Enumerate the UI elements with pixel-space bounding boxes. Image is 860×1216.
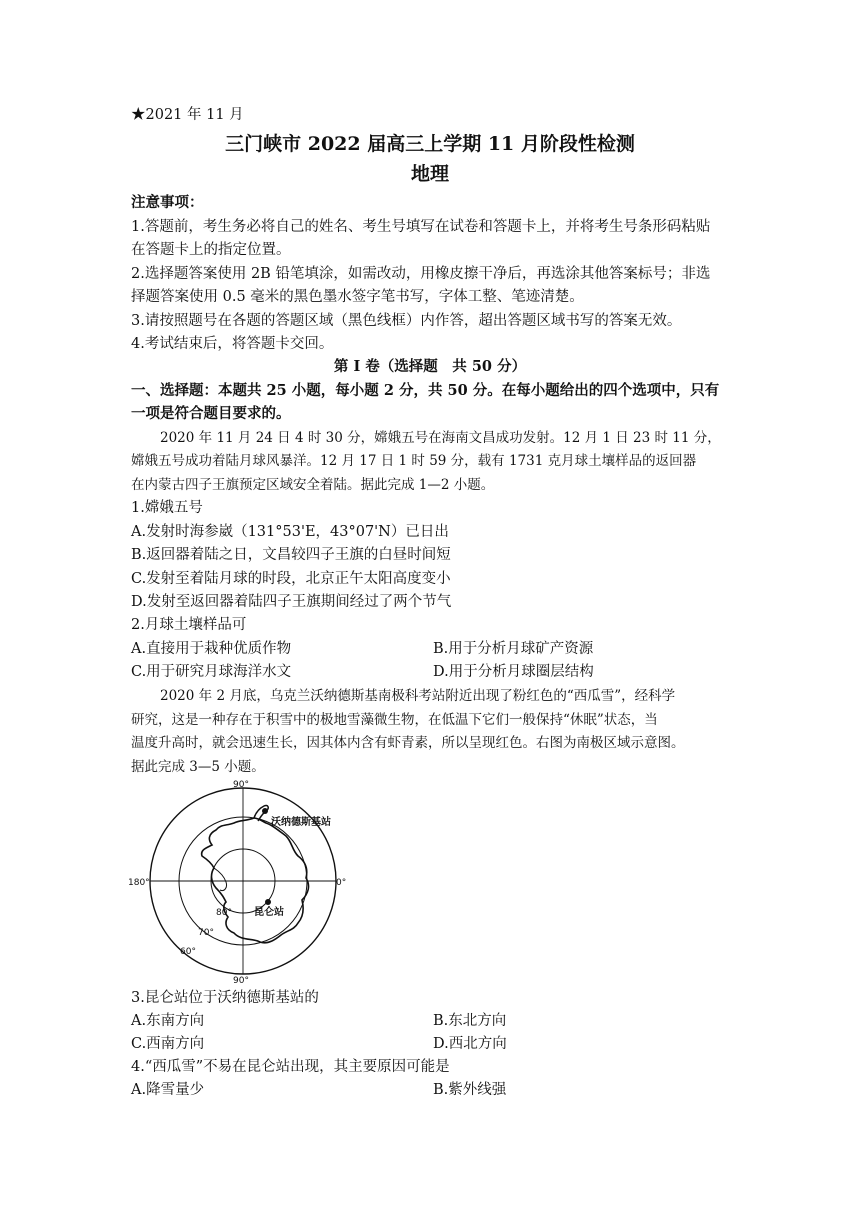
section-instruction: 一、选择题：本题共 25 小题，每小题 2 分，共 50 分。在每小题给出的四个选项中，只有: [131, 382, 720, 399]
lon-90-top: 90°: [233, 780, 249, 790]
question-4-option-b: B.紫外线强: [433, 1082, 507, 1098]
question-4-option-a: A.降雪量少: [131, 1082, 205, 1098]
question-1-option-c: C.发射至着陆月球的时段，北京正午太阳高度变小: [131, 571, 451, 587]
question-1-option-a: A.发射时海参崴（131°53'E，43°07'N）已日出: [131, 524, 449, 540]
question-3-option-a: A.东南方向: [131, 1013, 205, 1029]
vernadsky-station-marker: [262, 808, 268, 814]
lon-90-bottom: 90°: [233, 976, 249, 983]
section-instruction: 一项是符合题目要求的。: [131, 405, 291, 422]
exam-date: ★2021 年 11 月: [131, 107, 244, 123]
lon-0-right: 0°: [336, 878, 347, 888]
antarctica-map: [128, 778, 358, 983]
passage-2-line: 温度升高时，就会迅速生长，因其体内含有虾青素，所以呈现红色。右图为南极区域示意图。: [131, 735, 685, 751]
notice-item: 在答题卡上的指定位置。: [131, 242, 291, 258]
passage-1-line: 嫦娥五号成功着陆月球风暴洋。12 月 17 日 1 时 59 分，载有 1731 克月球土壤样品的返回器: [131, 453, 697, 469]
question-2-stem: 2.月球土壤样品可: [131, 617, 247, 633]
passage-2-line: 据此完成 3—5 小题。: [131, 759, 265, 775]
question-1-option-b: B.返回器着陆之日，文昌较四子王旗的白昼时间短: [131, 547, 451, 563]
notice-item: 1.答题前，考生务必将自己的姓名、考生号填写在试卷和答题卡上，并将考生号条形码粘贴: [131, 219, 711, 235]
question-2-option-b: B.用于分析月球矿产资源: [433, 641, 594, 657]
question-2-option-a: A.直接用于栽种优质作物: [131, 641, 292, 657]
notice-item: 4.考试结束后，将答题卡交回。: [131, 336, 334, 352]
station-label-vernadsky: 沃纳德斯基站: [271, 817, 331, 828]
notice-heading: 注意事项：: [131, 194, 204, 211]
question-1-stem: 1.嫦娥五号: [131, 500, 203, 516]
kunlun-station-marker: [265, 899, 271, 905]
lat-60-label: 60°: [180, 947, 196, 957]
lat-80-label: 80°: [216, 908, 232, 918]
exam-title: 三门峡市 2022 届高三上学期 11 月阶段性检测: [225, 133, 635, 155]
lat-70-label: 70°: [198, 928, 214, 938]
question-3-option-d: D.西北方向: [433, 1036, 507, 1052]
subject-title: 地理: [410, 163, 449, 185]
question-3-option-b: B.东北方向: [433, 1013, 507, 1029]
passage-1-line: 在内蒙古四子王旗预定区域安全着陆。据此完成 1—2 小题。: [131, 477, 495, 493]
question-2-option-d: D.用于分析月球圈层结构: [433, 664, 594, 680]
question-4-stem: 4.“西瓜雪”不易在昆仑站出现，其主要原因可能是: [131, 1059, 450, 1075]
question-3-option-c: C.西南方向: [131, 1036, 205, 1052]
passage-2-line: 2020 年 2 月底，乌克兰沃纳德斯基南极科考站附近出现了粉红色的“西瓜雪”，经科学: [160, 688, 676, 704]
passage-1-line: 2020 年 11 月 24 日 4 时 30 分，嫦娥五号在海南文昌成功发射。12 月 1 日 23 时 11 分，: [160, 430, 721, 446]
lon-180-left: 180°: [128, 878, 150, 888]
section-heading: 第 I 卷（选择题 共 50 分）: [333, 358, 527, 375]
notice-item: 3.请按照题号在各题的答题区域（黑色线框）内作答，超出答题区域书写的答案无效。: [131, 313, 682, 329]
antarctica-coastline: [202, 818, 309, 943]
question-3-stem: 3.昆仑站位于沃纳德斯基站的: [131, 990, 319, 1006]
station-label-kunlun: 昆仑站: [254, 907, 284, 918]
question-2-option-c: C.用于研究月球海洋水文: [131, 664, 292, 680]
notice-item: 择题答案使用 0.5 毫米的黑色墨水签字笔书写，字体工整、笔迹清楚。: [131, 289, 584, 305]
passage-2-line: 研究，这是一种存在于积雪中的极地雪藻微生物，在低温下它们一般保持“休眠”状态，当: [131, 712, 658, 728]
question-1-option-d: D.发射至返回器着陆四子王旗期间经过了两个节气: [131, 594, 452, 610]
notice-item: 2.选择题答案使用 2B 铅笔填涂，如需改动，用橡皮擦干净后，再选涂其他答案标号；非选: [131, 266, 711, 282]
